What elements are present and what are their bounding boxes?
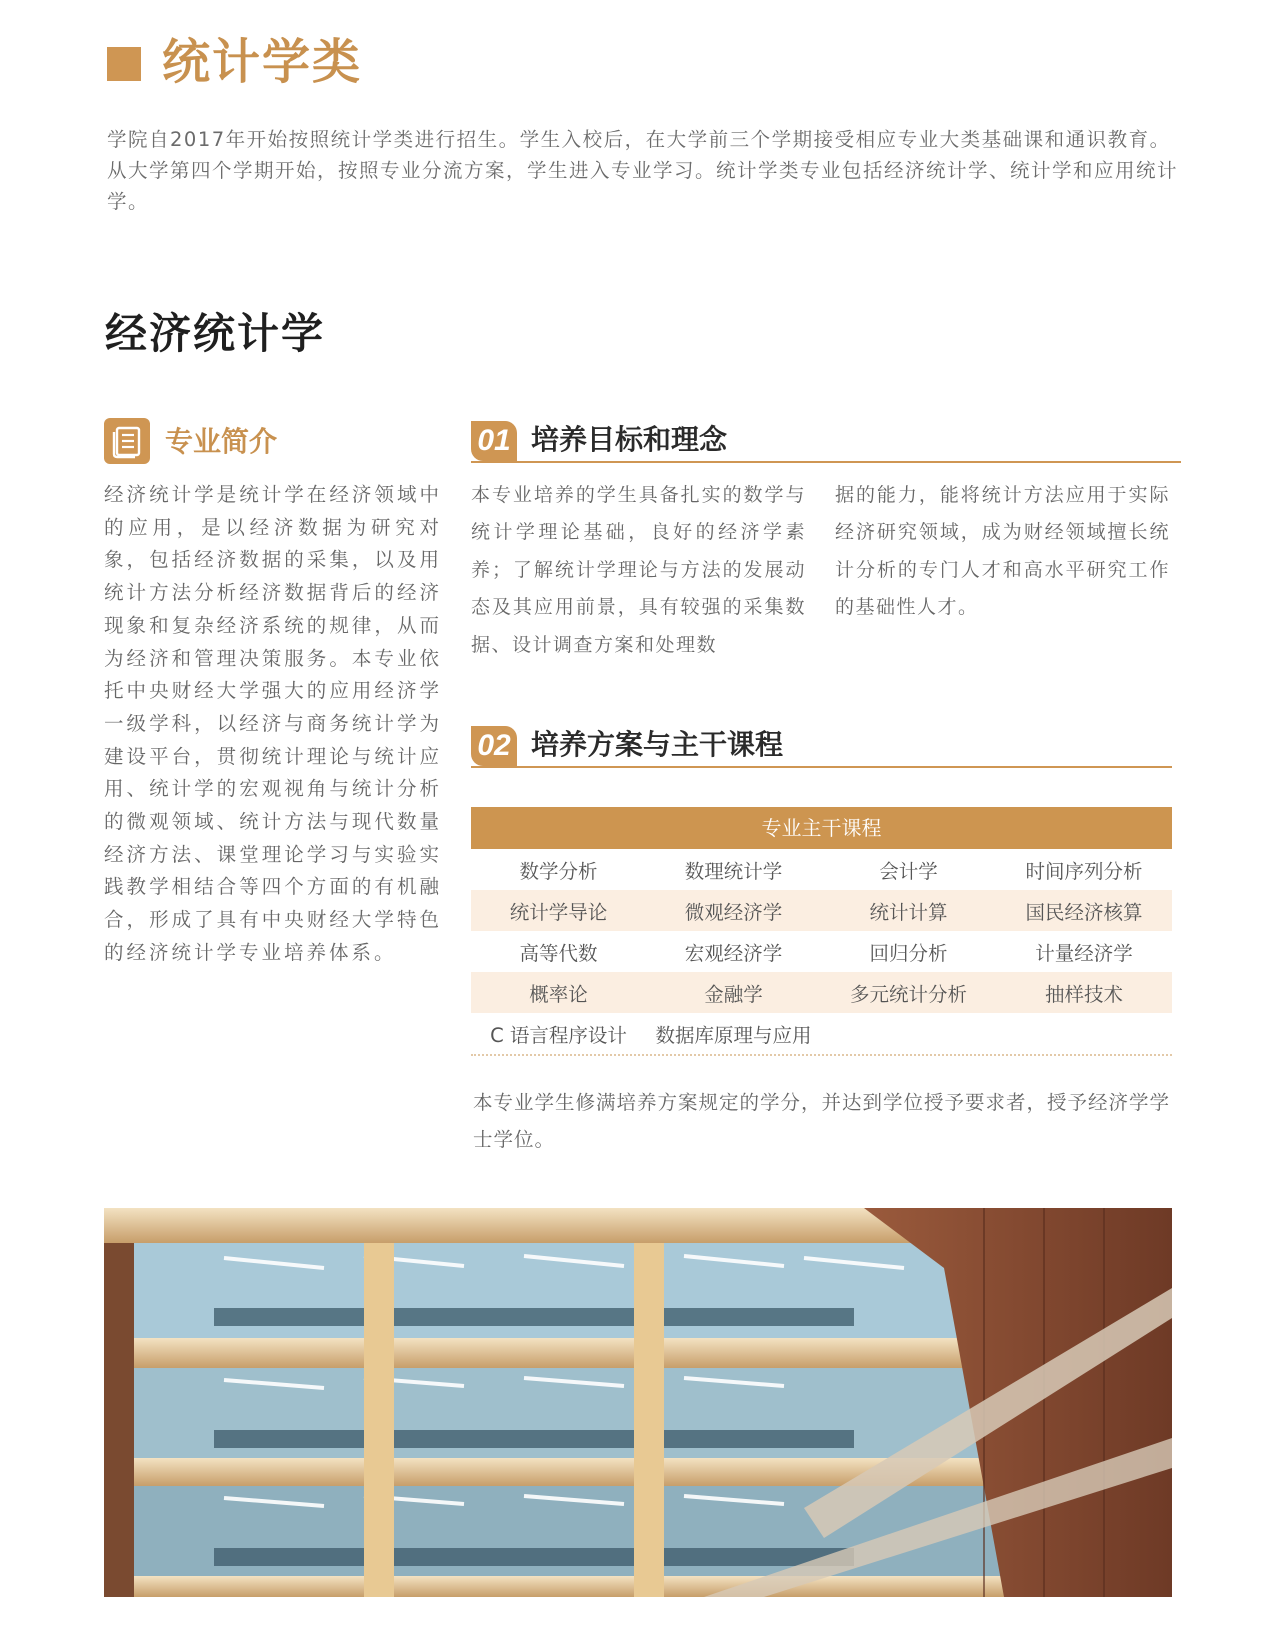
course-cell: 多元统计分析 xyxy=(821,972,996,1013)
course-cell: 回归分析 xyxy=(869,941,948,965)
course-cell: 时间序列分析 xyxy=(1025,859,1143,883)
table-row xyxy=(471,890,1172,931)
course-cell: 统计计算 xyxy=(821,890,996,931)
document-icon xyxy=(104,418,150,464)
course-cell xyxy=(996,1013,1172,1054)
curriculum-summary: 本专业学生修满培养方案规定的学分，并达到学位授予要求者，授予经济学学士学位。 xyxy=(473,1091,1171,1152)
goals-text-col2: 据的能力，能将统计方法应用于实际经济研究领域，成为财经领域擅长统计分析的专门人才和高水平研究工作的基础性人才。 xyxy=(835,484,1170,619)
course-cell: 数学分析 xyxy=(519,859,598,883)
course-table xyxy=(471,849,1172,1054)
course-cell xyxy=(821,1013,996,1054)
curriculum-heading: 培养方案与主干课程 xyxy=(531,728,784,761)
table-row xyxy=(471,849,1172,890)
course-cell: 计量经济学 xyxy=(1035,941,1133,965)
goals-number-badge: 01 xyxy=(471,421,517,461)
goals-heading: 培养目标和理念 xyxy=(531,423,728,456)
section-marker xyxy=(107,47,141,81)
table-row xyxy=(471,931,1172,972)
goals-divider xyxy=(471,461,1181,463)
course-cell: 会计学 xyxy=(879,859,938,883)
curriculum-divider xyxy=(471,766,1172,768)
major-title: 经济统计学 xyxy=(105,309,326,358)
course-cell: 微观经济学 xyxy=(646,890,821,931)
course-cell: 金融学 xyxy=(646,972,821,1013)
course-table-title: 专业主干课程 xyxy=(471,807,1172,849)
course-cell: 统计学导论 xyxy=(471,890,646,931)
table-row xyxy=(471,972,1172,1013)
course-cell: 国民经济核算 xyxy=(996,890,1172,931)
course-cell: 概率论 xyxy=(471,972,646,1013)
course-cell: 抽样技术 xyxy=(996,972,1172,1013)
section-title: 统计学类 xyxy=(162,34,363,90)
goals-text-col1: 本专业培养的学生具备扎实的数学与统计学理论基础，良好的经济学素养；了解统计学理论与方法的发展动态及其应用前景，具有较强的采集数据、设计调查方案和处理数 xyxy=(471,484,806,656)
course-cell: C 语言程序设计 xyxy=(490,1023,627,1047)
table-bottom-divider xyxy=(471,1054,1172,1056)
profile-body: 经济统计学是统计学在经济领域中的应用，是以经济数据为研究对象，包括经济数据的采集，以及用统计方法分析经济数据背后的经济现象和复杂经济系统的规律，从而为经济和管理决策服务。本专业依托中央财经大学强大的应用经济学一级学科，以经济与商务统计学为建设平台，贯彻统计理论与统计应用、统计学的宏观视角与统计分析的微观领域、统计方法与现代数量经济方法、课堂理论学习与实验实践教学相结合等四个方面的有机融合，形成了具有中央财经大学特色的经济统计学专业培养体系。 xyxy=(104,483,442,964)
course-cell: 宏观经济学 xyxy=(684,941,783,965)
course-cell: 高等代数 xyxy=(519,941,598,965)
course-cell: 数据库原理与应用 xyxy=(655,1023,812,1047)
profile-heading: 专业简介 xyxy=(165,425,278,458)
library-photo xyxy=(104,1208,1172,1597)
section-intro: 学院自2017年开始按照统计学类进行招生。学生入校后，在大学前三个学期接受相应专业大类基础课和通识教育。从大学第四个学期开始，按照专业分流方案，学生进入专业学习。统计学类专业包括经济统计学、统计学和应用统计学。 xyxy=(107,128,1179,213)
curriculum-number-badge: 02 xyxy=(471,726,517,766)
table-row xyxy=(471,1013,1172,1054)
course-cell: 数理统计学 xyxy=(684,859,783,883)
